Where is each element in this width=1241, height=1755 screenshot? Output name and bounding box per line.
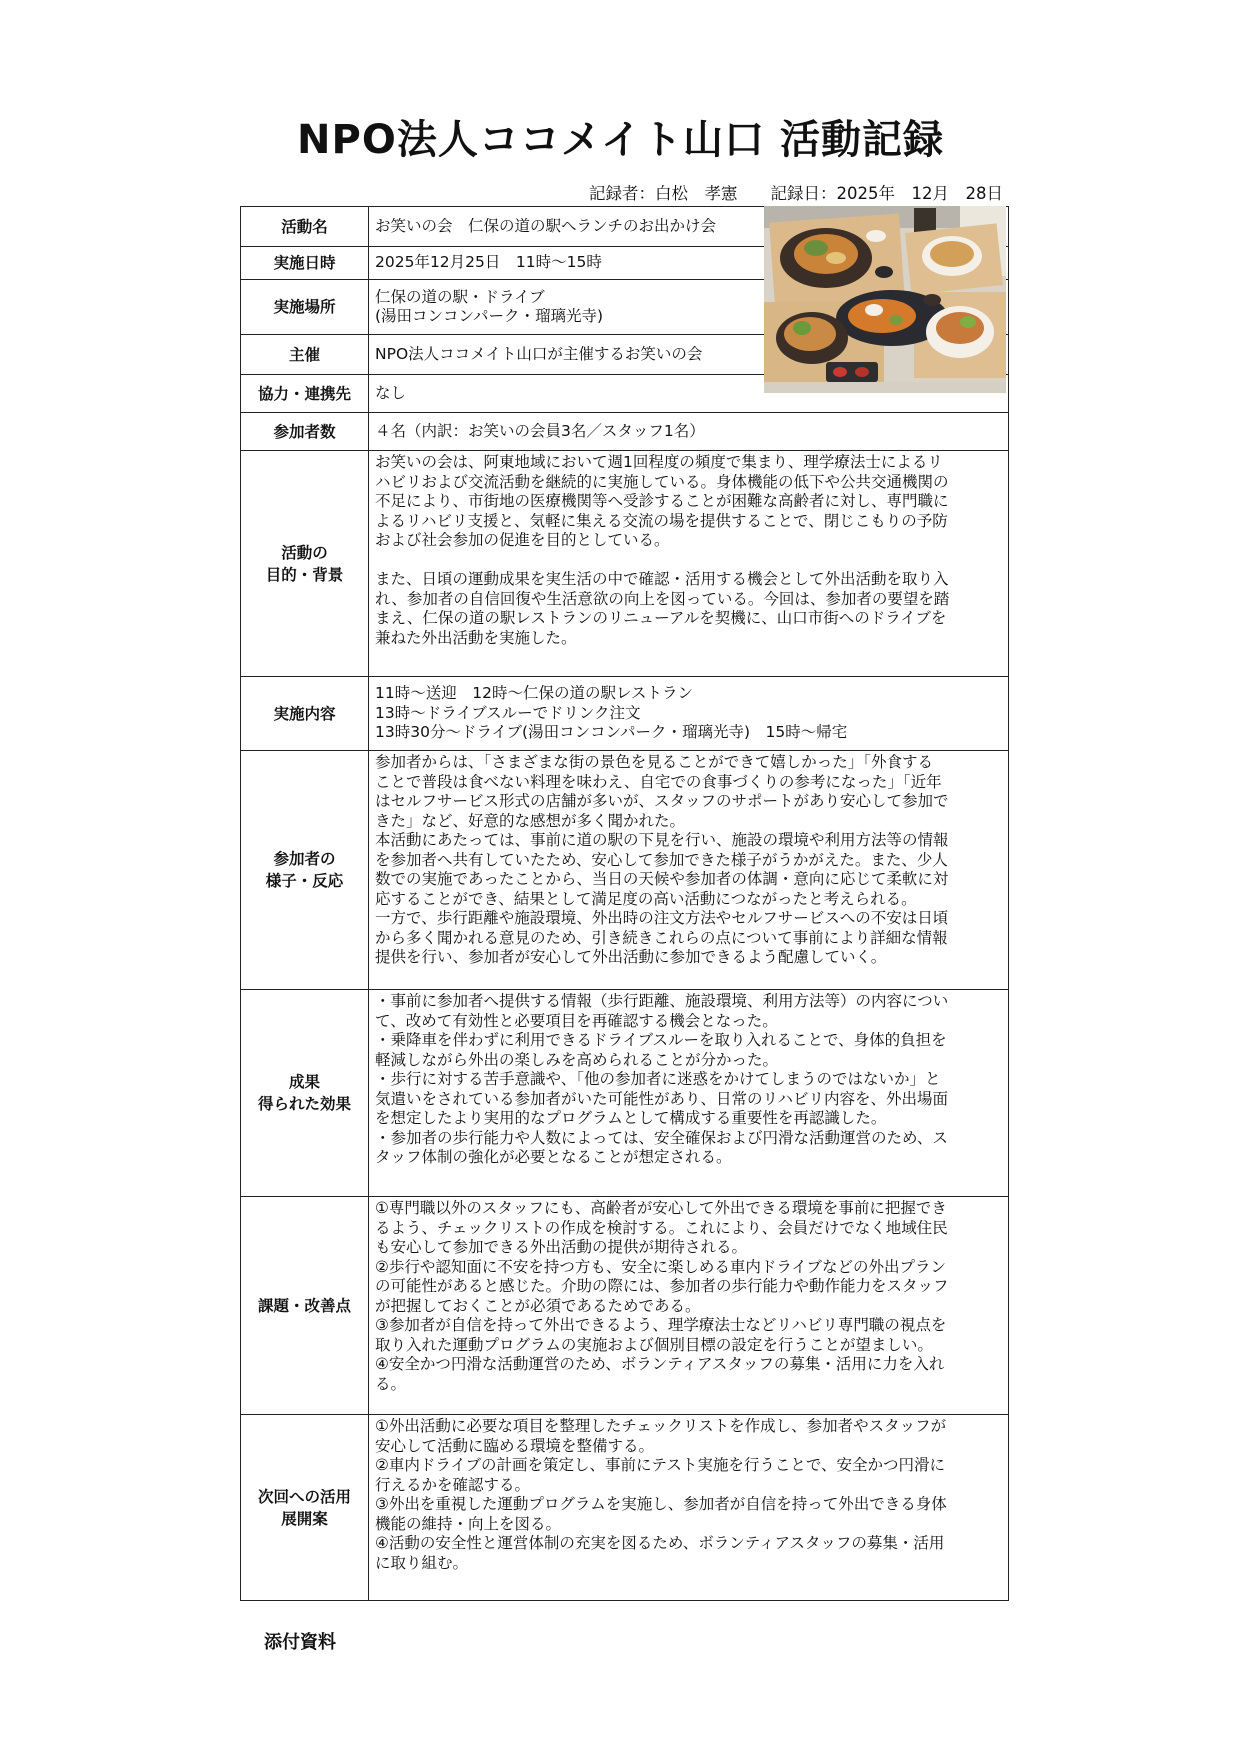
- row-participants: [240, 412, 1009, 450]
- row-results: [240, 989, 1009, 1196]
- row-activity-content: [240, 676, 1009, 750]
- attachment-label: 添付資料: [264, 1632, 336, 1653]
- label-results: 成果 得られた効果: [241, 990, 369, 1196]
- value-issues-improvements: ①専門職以外のスタッフにも、高齢者が安心して外出できる環境を事前に把握でき るよう、チェックリストの作成を検討する。これにより、会員だけでなく地域住民 も安心して参加できる外出活動の提供が期待される。 ②歩行や認知面に不安を持つ方も、安全に楽しめる車内ドライブなどの外出プラン の可能性があると感じた。介助の際には、参加者の歩行能力や動作能力をスタッフ が把握しておくことが必須であるためである。 ③参加者が自信を持って外出できるよう、理学療法士などリハビリ専門職の視点を 取り入れた運動プログラムの実施および個別目標の設定を行うことが望ましい。 ④安全かつ円滑な活動運営のため、ボランティアスタッフの募集・活用に力を入れ る。: [375, 1199, 949, 1393]
- value-venue: 仁保の道の駅・ドライブ (湯田コンコンパーク・瑠璃光寺): [375, 287, 604, 325]
- label-issues-improvements: 課題・改善点: [241, 1197, 369, 1414]
- label-partners: 協力・連携先: [241, 375, 369, 412]
- page-title: NPO法人ココメイト山口 活動記録: [297, 117, 944, 163]
- label-participant-reactions: 参加者の 様子・反応: [241, 751, 369, 989]
- label-venue: 実施場所: [241, 280, 369, 334]
- value-purpose-background: お笑いの会は、阿東地域において週1回程度の頻度で集まり、理学療法士によるリ ハビリおよび交流活動を継続的に実施している。身体機能の低下や公共交通機関の 不足により、市街地の医療機関等へ受診することが困難な高齢者に対し、専門職に よるリハビリ支援と、気軽に集える交流の場を提供することで、閉じこもりの予防 および社会参加の促進を目的としている。 また、日頃の運動成果を実生活の中で確認・活用する機会として外出活動を取り入 れ、参加者の自信回復や生活意欲の向上を図っている。今回は、参加者の要望を踏 まえ、仁保の道の駅レストランのリニューアルを契機に、山口市街へのドライブを 兼ねた外出活動を実施した。: [375, 453, 950, 647]
- value-activity-content: 11時～送迎 12時～仁保の道の駅レストラン 13時～ドライブスルーでドリンク注文 13時30分～ドライブ(湯田コンコンパーク・瑠璃光寺) 15時～帰宅: [375, 684, 848, 742]
- row-purpose-background: [240, 450, 1009, 676]
- label-activity-name: 活動名: [241, 207, 369, 246]
- label-organizer: 主催: [241, 335, 369, 374]
- value-activity-name: お笑いの会 仁保の道の駅へランチのお出かけ会: [375, 216, 717, 235]
- row-issues-improvements: [240, 1196, 1009, 1414]
- lunch-photo: [764, 206, 1006, 393]
- label-next-plans: 次回への活用 展開案: [241, 1415, 369, 1600]
- recorder-and-date: 記録者：白松 孝憲 記録日：2025年 12月 28日: [589, 184, 1003, 203]
- label-participants: 参加者数: [241, 413, 369, 450]
- value-next-plans: ①外出活動に必要な項目を整理したチェックリストを作成し、参加者やスタッフが 安心して活動に臨める環境を整備する。 ②車内ドライブの計画を策定し、事前にテスト実施を行うことで、安全かつ円滑に 行えるかを確認する。 ③外出を重視した運動プログラムを実施し、参加者が自信を持って外出できる身体 機能の維持・向上を図る。 ④活動の安全性と運営体制の充実を図るため、ボランティアスタッフの募集・活用 に取り組む。: [375, 1417, 947, 1572]
- value-partners: なし: [375, 383, 407, 402]
- value-results: ・事前に参加者へ提供する情報（歩行距離、施設環境、利用方法等）の内容につい て、改めて有効性と必要項目を再確認する機会となった。 ・乗降車を伴わずに利用できるドライブスルーを取り入れることで、身体的負担を 軽減しながら外出の楽しみを高められることが分かった。 ・歩行に対する苦手意識や、「他の参加者に迷惑をかけてしまうのではないか」と 気遣いをされている参加者がいた可能性があり、日常のリハビリ内容を、外出場面 を想定したより実用的なプログラムとして構成する重要性を再認識した。 ・参加者の歩行能力や人数によっては、安全確保および円滑な活動運営のため、ス タッフ体制の強化が必要となることが想定される。: [375, 992, 949, 1166]
- value-participants: ４名（内訳：お笑いの会員3名／スタッフ1名）: [375, 421, 705, 440]
- value-participant-reactions: 参加者からは、「さまざまな街の景色を見ることができて嬉しかった」「外食する ことで普段は食べない料理を味わえ、自宅での食事づくりの参考になった」「近年 はセルフサービス形式の店舗が多いが、スタッフのサポートがあり安心して参加で きた」など、好意的な感想が多く聞かれた。 本活動にあたっては、事前に道の駅の下見を行い、施設の環境や利用方法等の情報 を参加者へ共有していたため、安心して参加できた様子がうかがえた。また、少人 数での実施であったことから、当日の天候や参加者の体調・意向に応じて柔軟に対 応することができ、結果として満足度の高い活動につながったと考えられる。 一方で、歩行距離や施設環境、外出時の注文方法やセルフサービスへの不安は日頃 から多く聞かれる意見のため、引き続きこれらの点について事前により詳細な情報 提供を行い、参加者が安心して外出活動に参加できるよう配慮していく。: [375, 753, 949, 966]
- value-date-time: 2025年12月25日 11時～15時: [375, 253, 602, 272]
- label-activity-content: 実施内容: [241, 677, 369, 750]
- label-purpose-background: 活動の 目的・背景: [241, 451, 369, 676]
- row-participant-reactions: [240, 750, 1009, 989]
- label-date-time: 実施日時: [241, 247, 369, 279]
- row-next-plans: [240, 1414, 1009, 1601]
- value-organizer: NPO法人ココメイト山口が主催するお笑いの会: [375, 344, 703, 363]
